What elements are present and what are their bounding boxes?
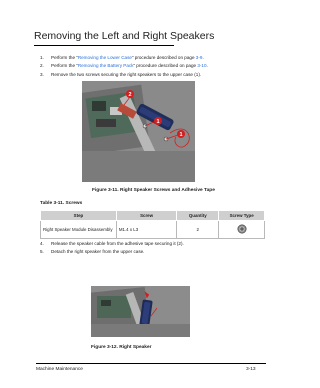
- step-number: 5.: [40, 249, 44, 255]
- step-text: Remove the two screws securing the right speakers to the upper case (1).: [51, 71, 202, 77]
- column-header-quantity: Quantity: [177, 211, 219, 221]
- callout-label: 1: [179, 132, 183, 139]
- cell-screw: M1.4 x L3: [116, 221, 176, 239]
- callout-label: 2: [128, 92, 132, 99]
- steps-list-second: [40, 240, 292, 257]
- figure-caption: Figure 3-12. Right Speaker: [91, 345, 152, 350]
- step-text: .: [206, 63, 208, 69]
- step-text: Perform the “: [51, 55, 78, 60]
- page-link[interactable]: 3-9: [195, 55, 203, 60]
- step-text: Detach the right speaker from the upper case.: [51, 249, 145, 255]
- step-text: ” procedure described on page: [131, 55, 196, 60]
- column-header-screw-type: Screw Type: [219, 211, 265, 221]
- footer-rule: [36, 363, 266, 364]
- step-text: Release the speaker cable from the adhesive tape securing it (2).: [51, 241, 184, 246]
- table-title: Table 3-11. Screws: [40, 201, 83, 206]
- callout-label: 1: [156, 119, 160, 126]
- step-number: 2.: [40, 63, 44, 69]
- table-header-row: [41, 211, 265, 221]
- figure-right-speaker-photo: [91, 286, 190, 337]
- step-item: [40, 54, 292, 62]
- screw-icon: [237, 224, 247, 234]
- step-text: ” procedure described on page: [133, 63, 198, 69]
- footer-section-name: Machine Maintenance: [36, 367, 83, 372]
- table-row: [41, 221, 265, 239]
- column-header-screw: Screw: [116, 211, 176, 221]
- cell-quantity: 2: [177, 221, 219, 239]
- step-text: .: [202, 55, 204, 60]
- step-text: Perform the “: [51, 63, 78, 69]
- step-number: 3.: [40, 71, 44, 77]
- footer-page-number: 3-13: [246, 367, 256, 372]
- cell-screw-type: [219, 221, 265, 239]
- column-header-step: Step: [41, 211, 117, 221]
- step-item: [40, 248, 292, 256]
- procedure-link-lower-case[interactable]: Removing the Lower Case: [77, 55, 132, 60]
- screws-table: [40, 210, 265, 239]
- procedure-link-battery-pack[interactable]: Removing the Battery Pack: [77, 63, 134, 69]
- step-item: [40, 62, 292, 70]
- step-item: [40, 240, 292, 248]
- step-number: 1.: [40, 55, 44, 60]
- figure-speaker-screws-photo: [82, 81, 195, 182]
- steps-list-first: [40, 54, 292, 79]
- section-title: Removing the Left and Right Speakers: [34, 30, 215, 42]
- page-link[interactable]: 3-10: [197, 63, 207, 69]
- title-underline: [34, 45, 174, 46]
- figure-caption: Figure 3-11. Right Speaker Screws and Adhesive Tape: [92, 188, 215, 193]
- right-speaker-illustration: [91, 286, 190, 337]
- speaker-screws-illustration: [82, 81, 195, 182]
- step-number: 4.: [40, 241, 44, 246]
- cell-step: Right Speaker Module Disassembly: [41, 221, 117, 239]
- step-item: [40, 71, 292, 79]
